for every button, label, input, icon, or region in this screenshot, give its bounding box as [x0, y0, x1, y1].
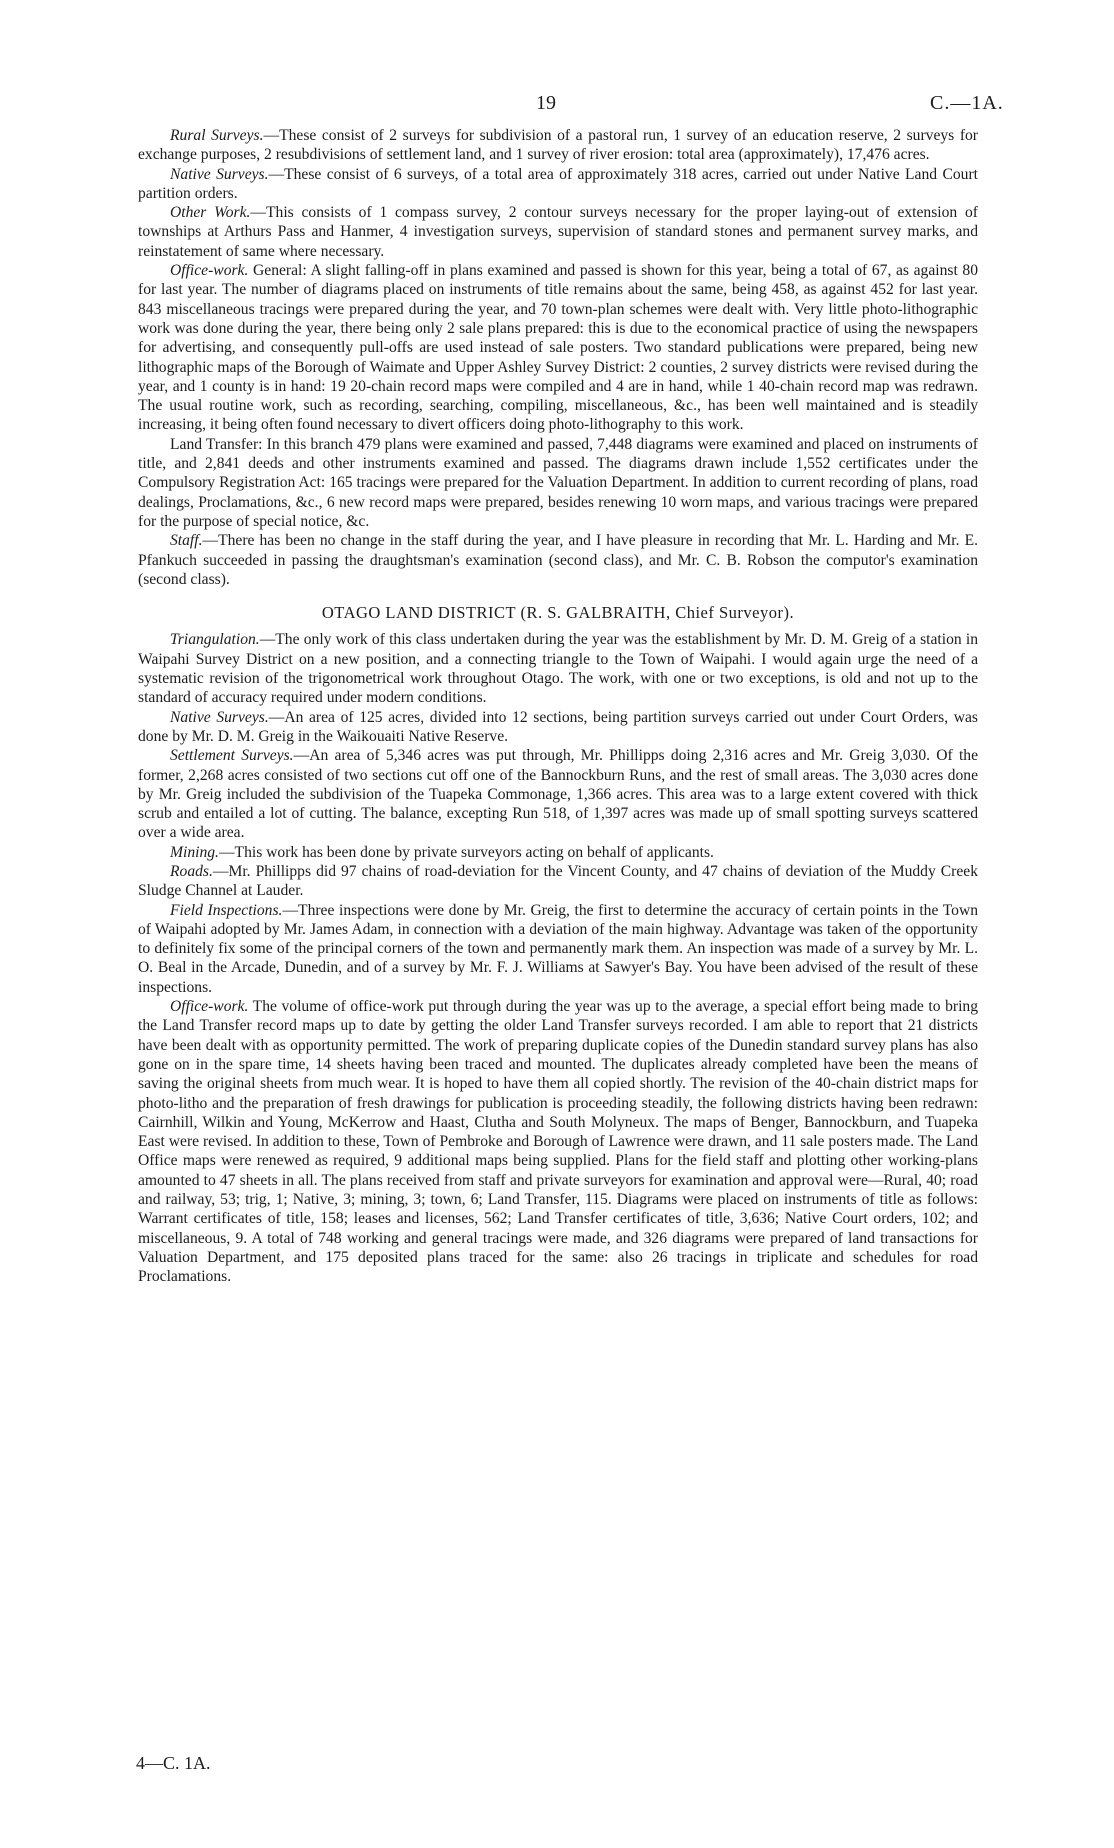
signature-mark: 4—C. 1A.: [136, 1753, 211, 1773]
paragraph-title: Field Inspections.: [170, 901, 283, 919]
paragraph-title: Office-work.: [170, 262, 249, 280]
paragraph-text: —This work has been done by private surveyors acting on behalf of applicants.: [218, 843, 714, 861]
paragraph-office-work-otago: [138, 997, 978, 1286]
paragraph-office-work: [138, 261, 978, 435]
paragraph-text: —An area of 5,346 acres was put through, Mr. Phillipps doing 2,316 acres and Mr. Greig 3,030. Of the former, 2,268 acres consisted of two sections cut off one of the Bannockburn Runs, and the rest of small areas. The 3,030 acres done by Mr. Greig included the subdivision of the Tuapeka Commonage, 1,366 acres. This area was to a large extent covered with thick scrub and entailed a lot of cutting. The balance, excepting Run 518, of 1,397 acres was made up of small spotting surveys scattered over a wide area.: [138, 747, 978, 842]
paragraph-title: Mining.: [170, 843, 219, 861]
paragraph-title: Settlement Surveys.: [170, 747, 294, 765]
paragraph-title: Triangulation.: [170, 631, 260, 649]
paragraph-rural-surveys: [138, 126, 978, 165]
paragraph-text: —These consist of 6 surveys, of a total area of approximately 318 acres, carried out under Native Land Court partition orders.: [138, 165, 978, 202]
paragraph-mining: [138, 843, 978, 862]
paragraph-title: Other Work.: [170, 204, 251, 222]
paragraph-triangulation: [138, 630, 978, 707]
section-heading-otago: OTAGO LAND DISTRICT (R. S. GALBRAITH, Chief Surveyor).: [321, 603, 795, 623]
paragraph-text: —Mr. Phillipps did 97 chains of road-deviation for the Vincent County, and 47 chains of deviation of the Muddy Creek Sludge Channel at Lauder.: [138, 862, 978, 900]
paragraph-title: Rural Surveys.: [170, 127, 264, 144]
paragraph-native-surveys-otago: [138, 708, 978, 747]
paragraph-title: Native Surveys.: [170, 165, 269, 183]
page-number: 19: [536, 92, 556, 114]
paragraph-text: —This consists of 1 compass survey, 2 contour surveys necessary for the proper laying-out of extension of townships at Arthurs Pass and Hanmer, 4 investigation surveys, supervision of standard stones and permanent survey marks, and reinstatement of same where necessary.: [138, 204, 978, 260]
paragraph-text: —Three inspections were done by Mr. Greig, the first to determine the accuracy of certain points in the Town of Waipahi adopted by Mr. James Adam, in connection with a deviation of the main highway. Advantage was taken of the opportunity to definitely fix some of the principal corners of the town and permanently mark them. An inspection was made of a survey by Mr. L. O. Beal in the Arcade, Dunedin, and of a survey by Mr. F. J. Williams at Sawyer's Bay. You have been advised of the result of these inspections.: [138, 901, 979, 996]
paragraph-native-surveys: [138, 165, 978, 204]
paragraph-text: —The only work of this class undertaken during the year was the establishment by Mr. D. M. Greig of a station in Waipahi Survey District on a new position, and a connecting triangle to the Town of Waipahi. I would again urge the need of a systematic revision of the trigonometrical work throughout Otago. The work, with one or two exceptions, is old and not up to the standard of accuracy required under modern conditions.: [138, 631, 978, 707]
paragraph-text: The volume of office-work put through during the year was up to the average, a special effort being made to bring the Land Transfer record maps up to date by getting the older Land Transfer surveys recorded. I am able to report that 21 districts have been dealt with as opportunity permitted. The work of preparing duplicate copies of the Dunedin standard survey plans has also gone on in the spare time, 14 sheets having been traced and mounted. The duplicates already completed have been the means of saving the original sheets from much wear. It is hoped to have them all copied shortly. The revision of the 40-chain district maps for photo-litho and the preparation of fresh drawings for publication is proceeding steadily, the following districts having been redrawn: Cairnhill, Wilkin and Young, McKerrow and Haast, Clutha and South Molyneux. The maps of Benger, Bannockburn, and Tuapeka East were revised. In addition to these, Town of Pembroke and Borough of Lawrence were drawn, and 11 sale posters made. The Land Office maps were renewed as required, 9 additional maps being supplied. Plans for the field staff and plotting other working-plans amounted to 47 sheets in all. The plans received from staff and private surveyors for examination and approval were—Rural, 40; road and railway, 53; trig, 1; Native, 3; mining, 3; town, 6; Land Transfer, 115. Diagrams were placed on instruments of title as follows: Warrant certificates of title, 158; leases and licenses, 562; Land Transfer certificates of title, 3,636; Native Court orders, 102; and miscellaneous, 9. A total of 748 working and general tracings were made, and 326 diagrams were prepared of land transactions for Valuation Department, and 175 deposited plans traced for the same: also 26 tracings in triplicate and schedules for road Proclamations.: [138, 998, 978, 1286]
paragraph-staff: [138, 531, 978, 589]
report-code: C.—1A.: [930, 92, 1004, 114]
paragraph-title: Office-work.: [170, 998, 249, 1016]
paragraph-land-transfer: [138, 435, 978, 531]
paragraph-text: Land Transfer: In this branch 479 plans were examined and passed, 7,448 diagrams were examined and placed on instruments of title, and 2,841 deeds and other instruments examined and passed. The diagrams drawn include 1,552 certificates under the Compulsory Registration Act: 165 tracings were prepared for the Valuation Department. In addition to current recording of plans, road dealings, Proclamations, &c., 6 new record maps were prepared, besides renewing 10 worn maps, and various tracings were prepared for the purpose of special notice, &c.: [138, 435, 978, 530]
paragraph-text: —An area of 125 acres, divided into 12 sections, being partition surveys carried out under Court Orders, was done by Mr. D. M. Greig in the Waikouaiti Native Reserve.: [138, 708, 978, 745]
body-text: [138, 126, 978, 1287]
paragraph-title: Staff.: [170, 532, 203, 550]
paragraph-settlement-surveys: [138, 746, 978, 842]
paragraph-text: General: A slight falling-off in plans examined and passed is shown for this year, being a total of 67, as against 80 for last year. The number of diagrams placed on instruments of title remains about the same, being 458, as against 452 for last year. 843 miscellaneous tracings were prepared during the year, and 70 town-plan schemes were dealt with. Very little photo-lithographic work was done during the year, there being only 2 sale plans prepared: this is due to the economical practice of using the newspapers for advertising, and consequently pull-offs are used instead of sale posters. Two standard publications were prepared, being new lithographic maps of the Borough of Waimate and Upper Ashley Survey District: 2 counties, 2 survey districts were revised during the year, and 1 county is in hand: 19 20-chain record maps were compiled and 4 are in hand, while 1 40-chain record map was redrawn. The usual routine work, such as recording, searching, compiling, miscellaneous, &c., has been well maintained and is steadily increasing, it being often found necessary to divert officers doing photo-lithography to this work.: [138, 262, 978, 434]
paragraph-text: —These consist of 2 surveys for subdivision of a pastoral run, 1 survey of an education reserve, 2 surveys for exchange purposes, 2 resubdivisions of settlement land, and 1 survey of river erosion: total area (approximately), 17,476 acres.: [138, 127, 978, 164]
paragraph-text: —There has been no change in the staff during the year, and I have pleasure in recording that Mr. L. Harding and Mr. E. Pfankuch succeeded in passing the draughtsman's examination (second class), and Mr. C. B. Robson the computor's examination (second class).: [138, 532, 978, 588]
paragraph-title: Roads.: [170, 862, 213, 880]
paragraph-title: Native Surveys.: [170, 708, 269, 726]
paragraph-other-work: [138, 203, 978, 261]
paragraph-roads: [138, 862, 978, 901]
paragraph-field-inspections: [138, 901, 978, 997]
